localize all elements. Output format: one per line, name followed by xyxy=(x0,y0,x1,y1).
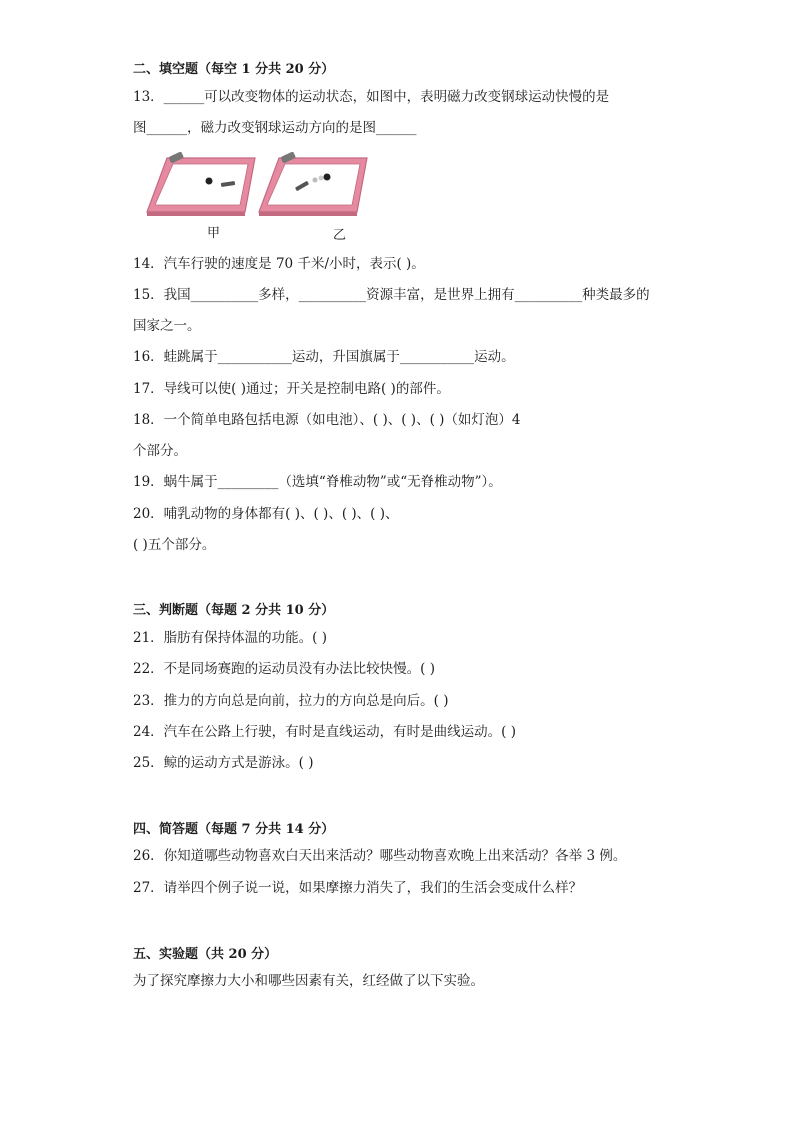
question-18-line-2: 个部分。 xyxy=(133,443,187,459)
section-judge-heading: 三、判断题（每题 2 分共 10 分） xyxy=(133,603,335,618)
magnet-ball-figure xyxy=(145,150,375,242)
question-27: 27．请举四个例子说一说，如果摩擦力消失了，我们的生活会变成什么样？ xyxy=(133,880,583,896)
question-23: 23．推力的方向总是向前，拉力的方向总是向后。( ) xyxy=(133,693,449,709)
question-17: 17．导线可以使( )通过；开关是控制电路( )的部件。 xyxy=(133,381,450,397)
question-24: 24．汽车在公路上行驶，有时是直线运动，有时是曲线运动。( ) xyxy=(133,724,517,740)
section-short-heading: 四、简答题（每题 7 分共 14 分） xyxy=(133,822,335,837)
steel-ball-icon xyxy=(324,174,331,181)
question-18-line-1: 18．一个简单电路包括电源（如电池）、( )、( )、( )（如灯泡）4 xyxy=(133,412,521,428)
question-15-line-1: 15．我国__________多样，__________资源丰富，是世界上拥有__________种类最多的 xyxy=(133,287,650,303)
question-26: 26．你知道哪些动物喜欢白天出来活动？哪些动物喜欢晚上出来活动？各举 3 例。 xyxy=(133,848,627,864)
question-25: 25．鲸的运动方式是游泳。( ) xyxy=(133,755,314,771)
question-16: 16．蛙跳属于___________运动，升国旗属于___________运动。 xyxy=(133,349,515,365)
tray-illustrations xyxy=(145,150,375,222)
question-22: 22．不是同场赛跑的运动员没有办法比较快慢。( ) xyxy=(133,661,436,677)
question-14: 14．汽车行驶的速度是 70 千米/小时，表示( )。 xyxy=(133,256,425,272)
section-fill-heading: 二、填空题（每空 1 分共 20 分） xyxy=(133,62,335,77)
experiment-intro: 为了探究摩擦力大小和哪些因素有关，红经做了以下实验。 xyxy=(133,973,484,989)
figure-label-yi: 乙 xyxy=(333,228,347,243)
figure-label-jia: 甲 xyxy=(207,226,221,241)
steel-ball-icon xyxy=(206,178,213,185)
section-experiment-heading: 五、实验题（共 20 分） xyxy=(133,947,278,962)
question-19: 19．蜗牛属于_________（选填“脊椎动物”或“无脊椎动物”）。 xyxy=(133,474,502,490)
tray-yi xyxy=(259,151,367,216)
question-15-line-2: 国家之一。 xyxy=(133,318,201,334)
question-20-line-2: ( )五个部分。 xyxy=(133,537,216,553)
question-20-line-1: 20．哺乳动物的身体都有( )、( )、( )、( )、 xyxy=(133,506,399,522)
question-13-line-1: 13．______可以改变物体的运动状态，如图中，表明磁力改变钢球运动快慢的是 xyxy=(133,89,610,105)
tray-jia xyxy=(147,151,255,216)
question-21: 21．脂肪有保持体温的功能。( ) xyxy=(133,630,328,646)
question-13-line-2: 图______，磁力改变钢球运动方向的是图______ xyxy=(133,120,417,136)
